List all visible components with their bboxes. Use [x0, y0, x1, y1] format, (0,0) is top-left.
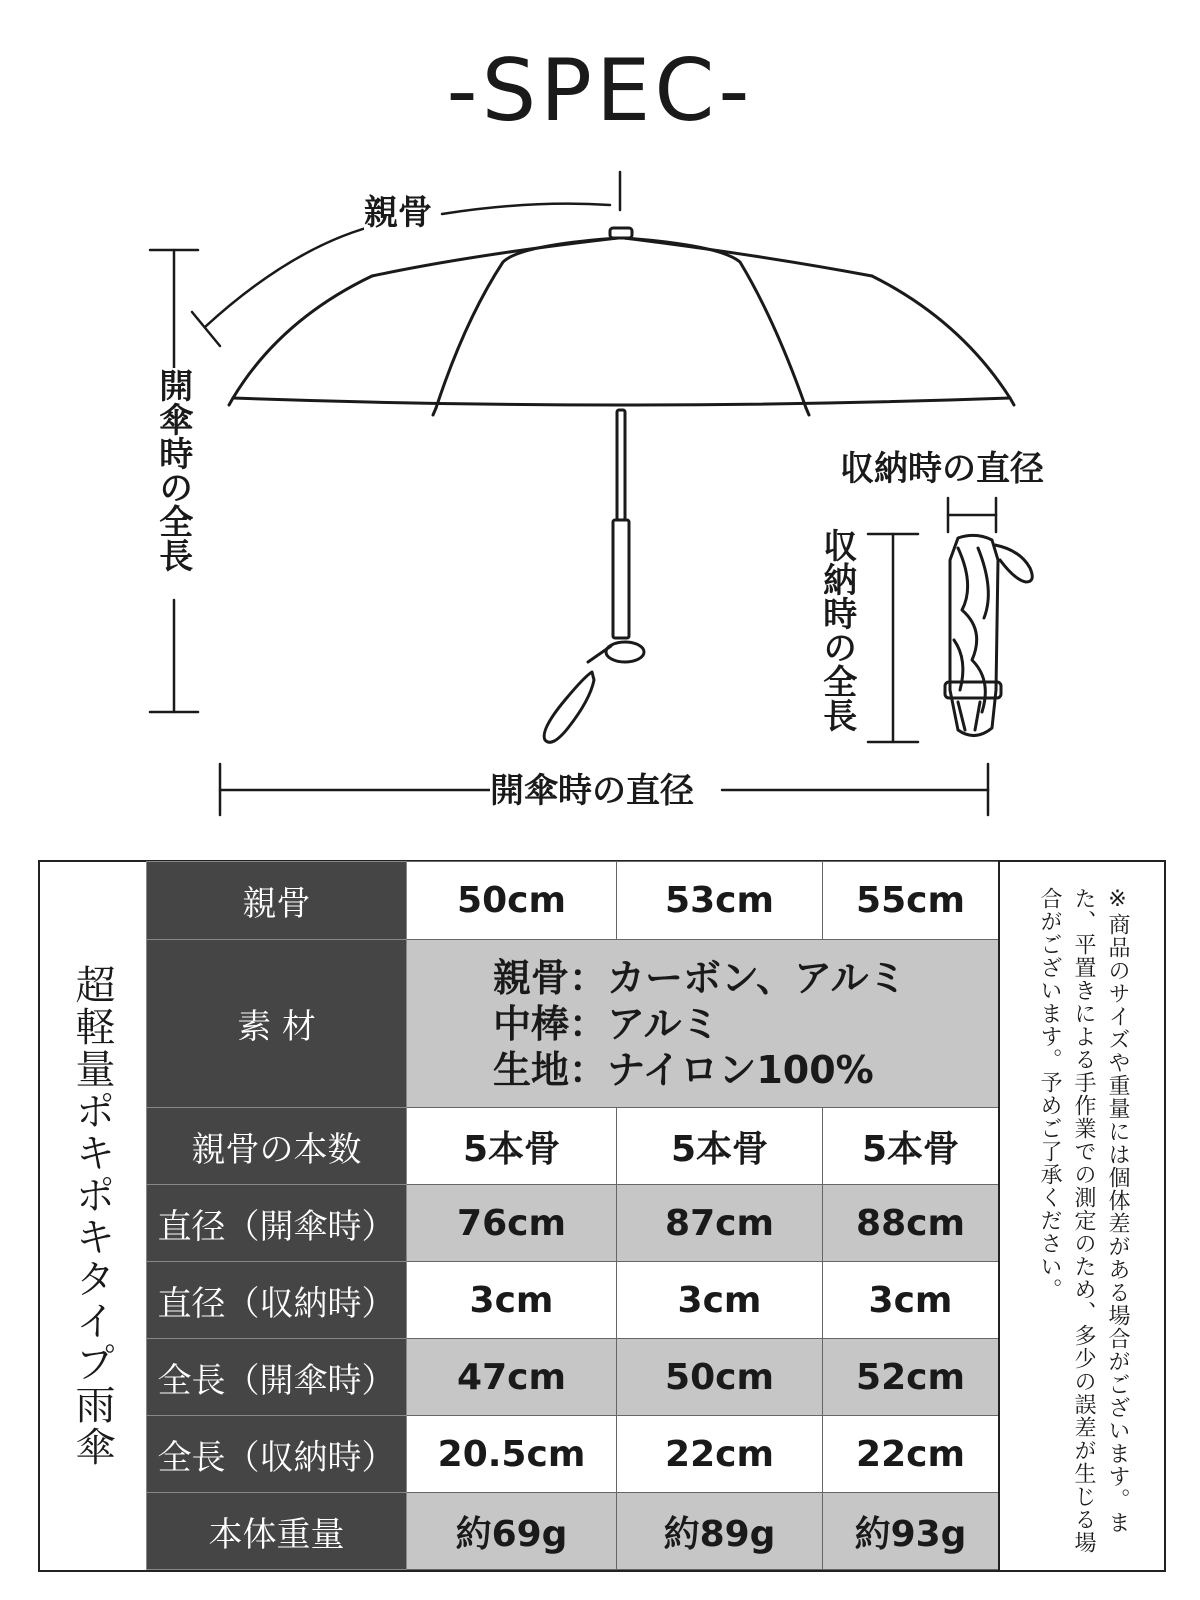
table-cell: 約69g — [407, 1493, 617, 1570]
material-line: 中棒：アルミ — [493, 1001, 720, 1046]
table-cell: 87cm — [617, 1185, 823, 1262]
rib-label: 親骨 — [364, 193, 432, 233]
material-line: 生地：ナイロン100% — [493, 1047, 874, 1092]
table-row — [147, 862, 999, 940]
row-label: 本体重量 — [147, 1493, 407, 1570]
notes — [998, 861, 1166, 1571]
table-cell: 22cm — [617, 1416, 823, 1493]
open-diameter-label: 開傘時の直径 — [490, 771, 694, 811]
table-row — [147, 1262, 999, 1339]
row-label: 全長（開傘時） — [147, 1339, 407, 1416]
page-title: -SPEC- — [446, 41, 754, 141]
open-length-label: 開傘時の全長 — [152, 368, 193, 572]
table-cell: 5本骨 — [823, 1108, 999, 1185]
material-cell — [407, 940, 999, 1108]
table-cell: 3cm — [823, 1262, 999, 1339]
table-cell: 3cm — [407, 1262, 617, 1339]
row-label: 素 材 — [147, 940, 407, 1108]
table-row — [147, 1416, 999, 1493]
row-label: 親骨の本数 — [147, 1108, 407, 1185]
closed-length-label: 収納時の全長 — [816, 528, 857, 732]
table-row — [147, 940, 999, 1108]
closed-diameter-label: 収納時の直径 — [840, 449, 1044, 489]
row-label: 直径（収納時） — [147, 1262, 407, 1339]
table-cell: 22cm — [823, 1416, 999, 1493]
table-cell: 50cm — [617, 1339, 823, 1416]
table-cell: 5本骨 — [617, 1108, 823, 1185]
table-cell: 20.5cm — [407, 1416, 617, 1493]
row-label: 全長（収納時） — [147, 1416, 407, 1493]
table-row — [147, 1108, 999, 1185]
table-cell: 88cm — [823, 1185, 999, 1262]
notes-text: ※商品のサイズや重量には個体差がある場合がございます。また、平置きによる手作業での測定のため、多少の誤差が生じる場合がございます。予めご了承ください。 — [1037, 887, 1130, 1554]
table-cell: 76cm — [407, 1185, 617, 1262]
table-cell: 約93g — [823, 1493, 999, 1570]
table-row — [147, 1339, 999, 1416]
table-cell: 5本骨 — [407, 1108, 617, 1185]
product-name-text: 超軽量ポキポキタイプ雨傘 — [69, 964, 115, 1468]
table-cell: 約89g — [617, 1493, 823, 1570]
table-cell: 47cm — [407, 1339, 617, 1416]
material-line: 親骨：カーボン、アルミ — [493, 955, 907, 1000]
table-row — [147, 1493, 999, 1570]
product-name — [38, 860, 146, 1572]
table-cell: 53cm — [617, 862, 823, 940]
table-row — [147, 1185, 999, 1262]
table-cell: 3cm — [617, 1262, 823, 1339]
table-cell: 52cm — [823, 1339, 999, 1416]
table-cell: 50cm — [407, 862, 617, 940]
table-cell: 55cm — [823, 862, 999, 940]
row-label: 親骨 — [147, 862, 407, 940]
spec-table — [146, 861, 999, 1570]
row-label: 直径（開傘時） — [147, 1185, 407, 1262]
